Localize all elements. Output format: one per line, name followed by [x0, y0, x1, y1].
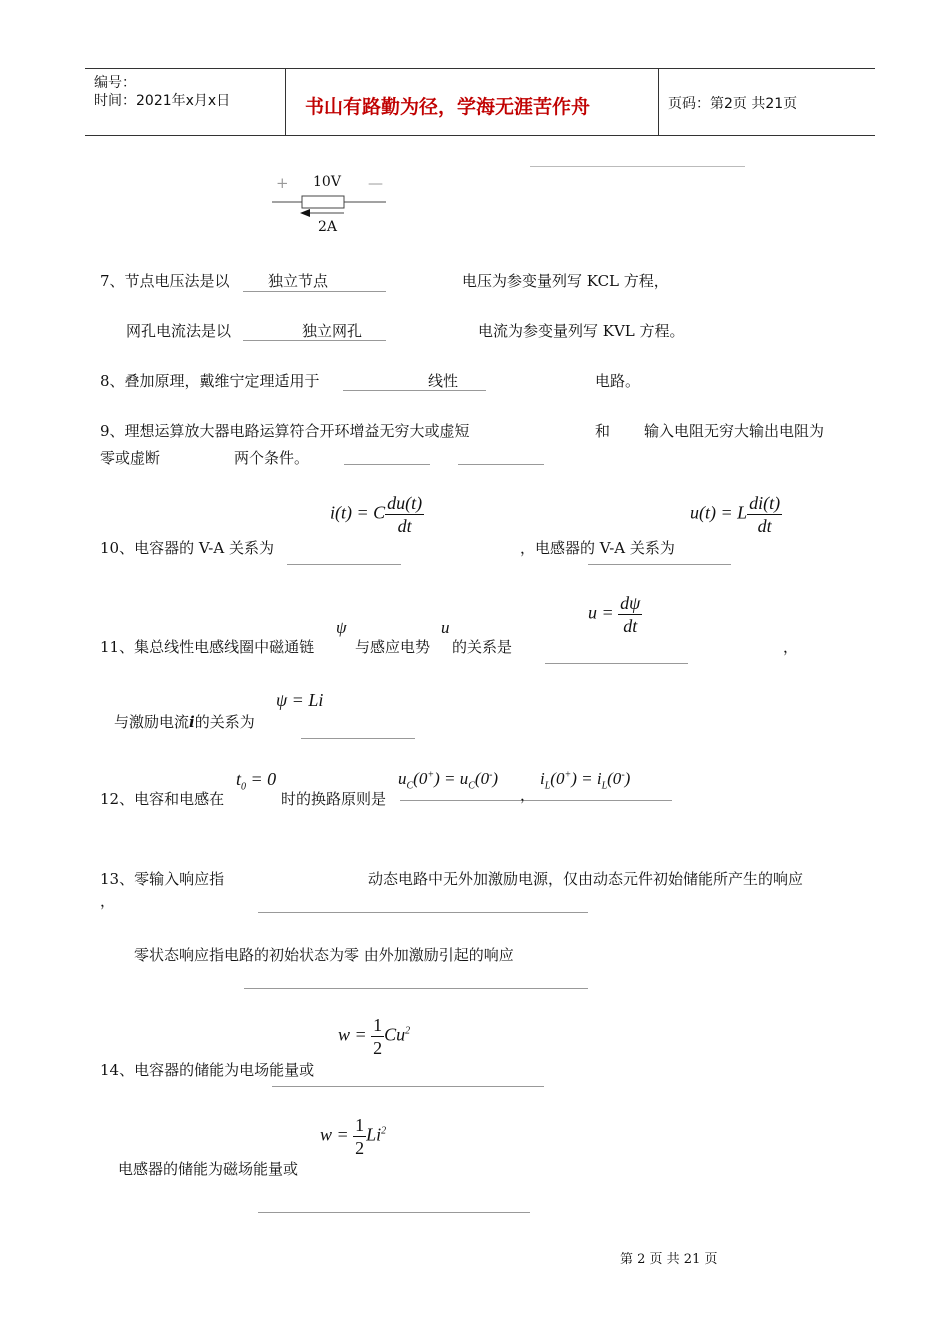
q9-line-1: 9、理想运算放大器电路运算符合开环增益无穷大或虚短	[100, 422, 470, 440]
q13-prefix: 13、零输入响应指	[100, 870, 225, 888]
plus-sign: +	[276, 174, 289, 192]
resistor-symbol	[270, 193, 390, 218]
q13-comma: ，	[100, 892, 116, 910]
q9-line-2b: 两个条件。	[234, 449, 310, 467]
q7-answer-1: 独立节点	[268, 272, 329, 290]
time-label: 时间：2021年x月x日	[94, 93, 231, 109]
q12-prefix: 12、电容和电感在	[100, 790, 225, 808]
flux-current-formula: ψ = Li	[276, 690, 324, 710]
q14-line-1: 14、电容器的储能为电场能量或	[100, 1061, 315, 1079]
u-symbol: u	[441, 618, 450, 637]
q10-middle: ，电感器的 V-A 关系为	[520, 539, 675, 557]
q9-and: 和	[595, 422, 611, 440]
q14-line-2: 电感器的储能为磁场能量或	[118, 1160, 299, 1178]
q11-comma: ，	[783, 638, 799, 656]
q10-prefix: 10、电容器的 V-A 关系为	[100, 539, 274, 557]
q7-suffix-1: 电压为参变量列写 KCL 方程，	[462, 272, 669, 290]
page-label: 页码：第2页 共21页	[668, 96, 798, 112]
q12-comma: ，	[520, 786, 536, 804]
current-label: 2A	[318, 219, 338, 235]
t0-formula: $t_0 = 0$	[236, 769, 277, 793]
answer-underline	[530, 166, 745, 167]
q9-line-1b: 输入电阻无穷大输出电阻为	[644, 422, 825, 440]
q11-prefix: 11、集总线性电感线圈中磁通链	[100, 638, 315, 656]
minus-sign: —	[368, 174, 383, 192]
capacitor-energy-formula: w = $\frac{1}{2}$ Cu$^2$	[338, 1015, 411, 1058]
psi-symbol: ψ	[336, 618, 347, 637]
q13-answer: 动态电路中无外加激励电源，仅由动态元件初始储能所产生的响应	[368, 870, 804, 888]
capacitor-switching-formula: $u_C(0^+) = u_C(0^-)$	[398, 769, 499, 792]
q11-line-2: 与激励电流i的关系为	[114, 713, 255, 731]
capacitor-va-formula: i(t) = C $\frac{du(t)}{dt}$	[330, 493, 423, 536]
q11-mid: 与感应电势	[355, 638, 431, 656]
number-label: 编号：	[94, 75, 136, 91]
q8-answer: 线性	[428, 372, 459, 390]
inductor-va-formula: u(t) = L $\frac{di(t)}{dt}$	[690, 493, 781, 536]
q7-suffix-2: 电流为参变量列写 KVL 方程。	[478, 322, 685, 340]
q8-suffix: 电路。	[595, 372, 641, 390]
inductor-switching-formula: $i_L(0^+) = i_L(0^-)$	[540, 769, 631, 792]
q12-suffix: 时的换路原则是	[281, 790, 387, 808]
page-footer: 第 2 页 共 21 页	[620, 1252, 718, 1267]
q7-prefix-2: 网孔电流法是以	[126, 322, 232, 340]
flux-emf-formula: u = $\frac{d\psi}{dt}$	[588, 593, 641, 636]
q13-line-2: 零状态响应指电路的初始状态为零 由外加激励引起的响应	[134, 946, 514, 964]
voltage-label: 10V	[313, 174, 341, 190]
inductor-energy-formula: w = $\frac{1}{2}$ Li$^2$	[320, 1115, 387, 1158]
q7-answer-2: 独立网孔	[302, 322, 363, 340]
q8-prefix: 8、叠加原理，戴维宁定理适用于	[100, 372, 320, 390]
motto: 书山有路勤为径，学海无涯苦作舟	[305, 96, 591, 118]
q7-prefix: 7、节点电压法是以	[100, 272, 230, 290]
q9-line-2: 零或虚断	[100, 449, 161, 467]
q11-suffix: 的关系是	[452, 638, 513, 656]
